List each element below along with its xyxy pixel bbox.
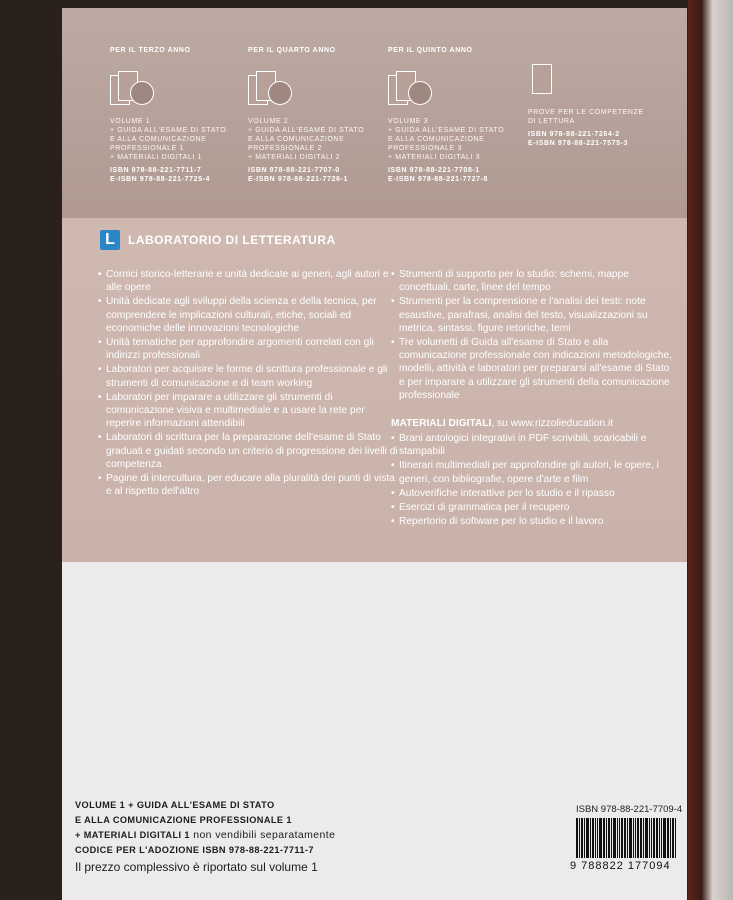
books-icon xyxy=(248,67,398,111)
list-item: • Unità dedicate agli sviluppi della scienza e della tecnica, per comprendere le implicazioni culturali, etiche, sociali ed economiche delle innovazioni tecnologiche xyxy=(98,295,398,335)
list-item: • Repertorio di software per lo studio e il lavoro xyxy=(391,515,673,528)
section-header xyxy=(100,230,336,250)
vol-line: + GUIDA ALL'ESAME DI STATO xyxy=(388,127,505,134)
book-icon xyxy=(528,58,678,102)
features-list-right xyxy=(391,268,673,403)
digital-materials-list xyxy=(391,432,673,529)
isbn-print: ISBN 978-88-221-7711-7 xyxy=(110,167,202,174)
info-line xyxy=(75,828,395,843)
books-icon xyxy=(388,67,538,111)
vol-line: + GUIDA ALL'ESAME DI STATO xyxy=(110,127,227,134)
list-item: • Esercizi di grammatica per il recupero xyxy=(391,501,673,514)
list-item: • Strumenti di supporto per lo studio: schemi, mappe concettuali, carte, linee del tempo xyxy=(391,268,673,294)
isbn xyxy=(388,166,538,184)
isbn-ebook: E-ISBN 978-88-221-7575-3 xyxy=(528,140,629,147)
vol-line: + MATERIALI DIGITALI 1 xyxy=(110,154,203,161)
vol-line: E ALLA COMUNICAZIONE xyxy=(248,136,345,143)
price-note: Il prezzo complessivo è riportato sul volume 1 xyxy=(75,860,318,874)
laboratorio-logo-icon: L xyxy=(100,230,120,250)
isbn xyxy=(110,166,260,184)
vol-line: E ALLA COMUNICAZIONE xyxy=(110,136,207,143)
barcode-number: 9 788822 177094 xyxy=(570,860,671,872)
list-item: • Itinerari multimediali per approfondire gli autori, le opere, i generi, con bibliografie, opere d'arte e film xyxy=(391,459,673,485)
isbn xyxy=(528,130,678,148)
column-quarto-anno xyxy=(248,46,398,184)
vol-line: PROFESSIONALE 1 xyxy=(110,145,184,152)
volume-description xyxy=(528,108,678,126)
column-quinto-anno xyxy=(388,46,538,184)
vol-line: E ALLA COMUNICAZIONE xyxy=(388,136,485,143)
back-cover xyxy=(62,8,687,900)
digital-url: , su www.rizzolieducation.it xyxy=(491,418,614,429)
list-item: • Laboratori per acquisire le forme di scrittura professionale e gli strumenti di comunicazione e di team working xyxy=(98,363,398,389)
vol-line: DI LETTURA xyxy=(528,118,575,125)
column-year: PER IL QUARTO ANNO xyxy=(248,47,336,54)
vol-line: + MATERIALI DIGITALI 2 xyxy=(248,154,341,161)
info-line: E ALLA COMUNICAZIONE PROFESSIONALE 1 xyxy=(75,815,292,825)
vol-line: VOLUME 2 xyxy=(248,118,289,125)
list-item: • Tre volumetti di Guida all'esame di Stato e alla comunicazione professionale con indicazioni metodologiche, modelli, attività e laboratori per prepararsi all'esame di Stato e per imparare a utilizzare gli strumenti della comunicazione professionale xyxy=(391,336,673,402)
info-line-part: non vendibili separatamente xyxy=(189,829,336,841)
vol-line: PROVE PER LE COMPETENZE xyxy=(528,109,644,116)
isbn xyxy=(248,166,398,184)
vol-line: PROFESSIONALE 2 xyxy=(248,145,322,152)
list-item: • Cornici storico-letterarie e unità dedicate ai generi, agli autori e alle opere xyxy=(98,268,398,294)
info-line-part: + MATERIALI DIGITALI 1 xyxy=(75,830,190,840)
info-line: VOLUME 1 + GUIDA ALL'ESAME DI STATO xyxy=(75,800,275,810)
volume-description xyxy=(248,117,398,162)
list-item: • Unità tematiche per approfondire argomenti correlati con gli indirizzi professionali xyxy=(98,336,398,362)
column-year: PER IL QUINTO ANNO xyxy=(388,47,473,54)
isbn-print: ISBN 978-88-221-7708-1 xyxy=(388,167,480,174)
vol-line: VOLUME 1 xyxy=(110,118,151,125)
adoption-code: CODICE PER L'ADOZIONE ISBN 978-88-221-7711-7 xyxy=(75,845,314,855)
barcode-isbn-label: ISBN 978-88-221-7709-4 xyxy=(576,804,683,815)
vol-line: + MATERIALI DIGITALI 3 xyxy=(388,154,481,161)
books-icon xyxy=(110,67,260,111)
list-item: • Strumenti per la comprensione e l'analisi dei testi: note esaustive, parafrasi, analisi del testo, visualizzazioni su metrica, sintassi, figure retoriche, temi xyxy=(391,295,673,335)
list-item: • Laboratori per imparare a utilizzare gli strumenti di comunicazione visiva e multimediale e a usare la rete per reperire informazioni attendibili xyxy=(98,391,398,431)
volume-description xyxy=(110,117,260,162)
volume-description xyxy=(388,117,538,162)
digital-materials-heading xyxy=(391,418,613,429)
isbn-ebook: E-ISBN 978-88-221-7725-4 xyxy=(110,176,211,183)
adoption-info xyxy=(75,798,395,874)
isbn-ebook: E-ISBN 978-88-221-7726-1 xyxy=(248,176,349,183)
digital-label: MATERIALI DIGITALI xyxy=(391,418,492,429)
isbn-ebook: E-ISBN 978-88-221-7727-8 xyxy=(388,176,489,183)
vol-line: VOLUME 3 xyxy=(388,118,429,125)
barcode-icon xyxy=(576,818,688,858)
features-list-left xyxy=(98,268,398,499)
isbn-print: ISBN 978-88-221-7707-0 xyxy=(248,167,340,174)
vol-line: PROFESSIONALE 3 xyxy=(388,145,462,152)
isbn-print: ISBN 978-88-221-7264-2 xyxy=(528,131,620,138)
list-item: • Laboratori di scrittura per la preparazione dell'esame di Stato graduati e guidati secondo un criterio di progressione dei livelli di competenza xyxy=(98,431,398,471)
section-title: LABORATORIO DI LETTERATURA xyxy=(128,233,336,247)
column-terzo-anno xyxy=(110,46,260,184)
vol-line: + GUIDA ALL'ESAME DI STATO xyxy=(248,127,365,134)
list-item: • Brani antologici integrativi in PDF scrivibili, scaricabili e stampabili xyxy=(391,432,673,458)
column-year: PER IL TERZO ANNO xyxy=(110,47,191,54)
book-spine xyxy=(688,0,733,900)
list-item: • Autoverifiche interattive per lo studio e il ripasso xyxy=(391,487,673,500)
list-item: • Pagine di intercultura, per educare alla pluralità dei punti di vista e al rispetto dell'altro xyxy=(98,472,398,498)
column-prove xyxy=(528,46,678,148)
